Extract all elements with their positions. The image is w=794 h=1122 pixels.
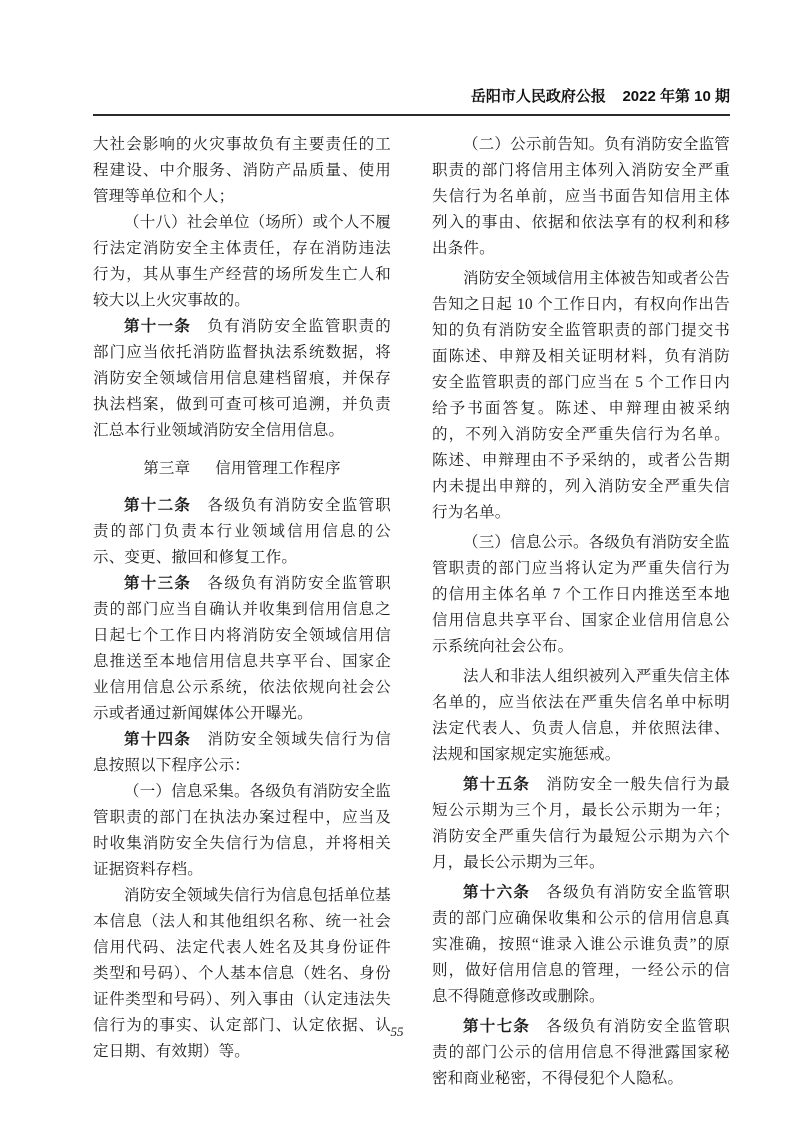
- article-label: 第十四条: [124, 731, 192, 748]
- article-paragraph: [93, 727, 391, 779]
- paragraph-text: 各级负有消防安全监管职责的部门应确保收集和公示的信用信息真实准确，按照“谁录入谁公示谁负责”的原则，做好信用信息的管理，一经公示的信息不得随意修改或删除。: [432, 884, 730, 1005]
- paragraph-text: 各级负有消防安全监管职责的部门负责本行业领域信用信息的公示、变更、撤回和修复工作。: [93, 497, 391, 566]
- gazette-title: 岳阳市人民政府公报: [470, 88, 606, 105]
- article-label: 第十七条: [463, 1018, 531, 1035]
- paragraph-text: 消防安全领域失信行为信息包括单位基本信息（法人和其他组织名称、统一社会信用代码、法定代表人姓名及其身份证件类型和号码）、个人基本信息（姓名、身份证件类型和号码）、列入事由（认定违法失信行为的事实、认定部门、认定依据、认定日期、有效期）等。: [93, 887, 391, 1060]
- paragraph-text: 消防安全一般失信行为最短公示期为三个月，最长公示期为一年；消防安全严重失信行为最短公示期为六个月，最长公示期为三年。: [432, 776, 730, 871]
- article-paragraph: [432, 880, 730, 1010]
- paragraph-text: 各级负有消防安全监管职责的部门应当自确认并收集到信用信息之日起七个工作日内将消防安全领域信用信息推送至本地信用信息共享平台、国家企业信用信息公示系统，依法依规向社会公示或者通过新闻媒体公开曝光。: [93, 575, 391, 722]
- left-column: [93, 132, 391, 1096]
- article-paragraph: [93, 314, 391, 444]
- paragraph: [93, 210, 391, 314]
- right-column: [432, 132, 730, 1096]
- paragraph-text: 消防安全领域失信行为信息按照以下程序公示：: [93, 731, 391, 774]
- paragraph-text: 各级负有消防安全监管职责的部门公示的信用信息不得泄露国家秘密和商业秘密，不得侵犯个人隐私。: [432, 1018, 730, 1087]
- paragraph: [432, 664, 730, 768]
- paragraph-text: 法人和非法人组织被列入严重失信主体名单的，应当依法在严重失信名单中标明法定代表人、负责人信息，并依照法律、法规和国家规定实施惩戒。: [432, 668, 730, 763]
- chapter-title: 信用管理工作程序: [215, 460, 341, 477]
- paragraph-text: （三）信息公示。各级负有消防安全监管职责的部门应当将认定为严重失信行为的信用主体名单 7 个工作日内推送至本地信用信息共享平台、国家企业信用信息公示系统向社会公布。: [432, 534, 730, 655]
- paragraph: [432, 132, 730, 262]
- paragraph-text: （二）公示前告知。负有消防安全监管职责的部门将信用主体列入消防安全严重失信行为名单前，应当书面告知信用主体列入的事由、依据和依法享有的权利和移出条件。: [432, 136, 730, 257]
- article-label: 第十一条: [124, 318, 192, 335]
- page-number: 55: [390, 1024, 404, 1039]
- article-paragraph: [432, 772, 730, 876]
- article-label: 第十六条: [463, 884, 531, 901]
- article-paragraph: [93, 571, 391, 727]
- paragraph: [93, 779, 391, 883]
- paragraph-text: 负有消防安全监管职责的部门应当依托消防监督执法系统数据，将消防安全领域信用信息建档留痕，并保存执法档案，做到可查可核可追溯，并负责汇总本行业领域消防安全信用信息。: [93, 318, 391, 439]
- chapter-label: 第三章: [143, 460, 191, 477]
- chapter-heading: [93, 456, 391, 482]
- paragraph: [93, 132, 391, 210]
- paragraph: [432, 266, 730, 526]
- paragraph-text: （一）信息采集。各级负有消防安全监管职责的部门在执法办案过程中，应当及时收集消防安全失信行为信息，并将相关证据资料存档。: [93, 783, 391, 878]
- article-label: 第十五条: [463, 776, 531, 793]
- paragraph-text: （十八）社会单位（场所）或个人不履行法定消防安全主体责任，存在消防违法行为，其从事生产经营的场所发生亡人和较大以上火灾事故的。: [93, 214, 391, 309]
- article-label: 第十二条: [124, 497, 192, 514]
- paragraph-text: 大社会影响的火灾事故负有主要责任的工程建设、中介服务、消防产品质量、使用管理等单位和个人；: [93, 136, 391, 205]
- issue-number: 2022 年第 10 期: [622, 88, 730, 105]
- article-paragraph: [93, 493, 391, 571]
- page-header: [93, 88, 730, 116]
- paragraph: [432, 530, 730, 660]
- article-label: 第十三条: [124, 575, 192, 592]
- content-columns: [93, 132, 730, 1096]
- paragraph-text: 消防安全领域信用主体被告知或者公告告知之日起 10 个工作日内，有权向作出告知的负有消防安全监管职责的部门提交书面陈述、申辩及相关证明材料，负有消防安全监管职责的部门应当在 5 个工作日内给予书面答复。陈述、申辩理由被采纳的，不列入消防安全严重失信行为名单。陈述、申辩理由不予采纳的，或者公告期内未提出申辩的，列入消防安全严重失信行为名单。: [432, 270, 730, 521]
